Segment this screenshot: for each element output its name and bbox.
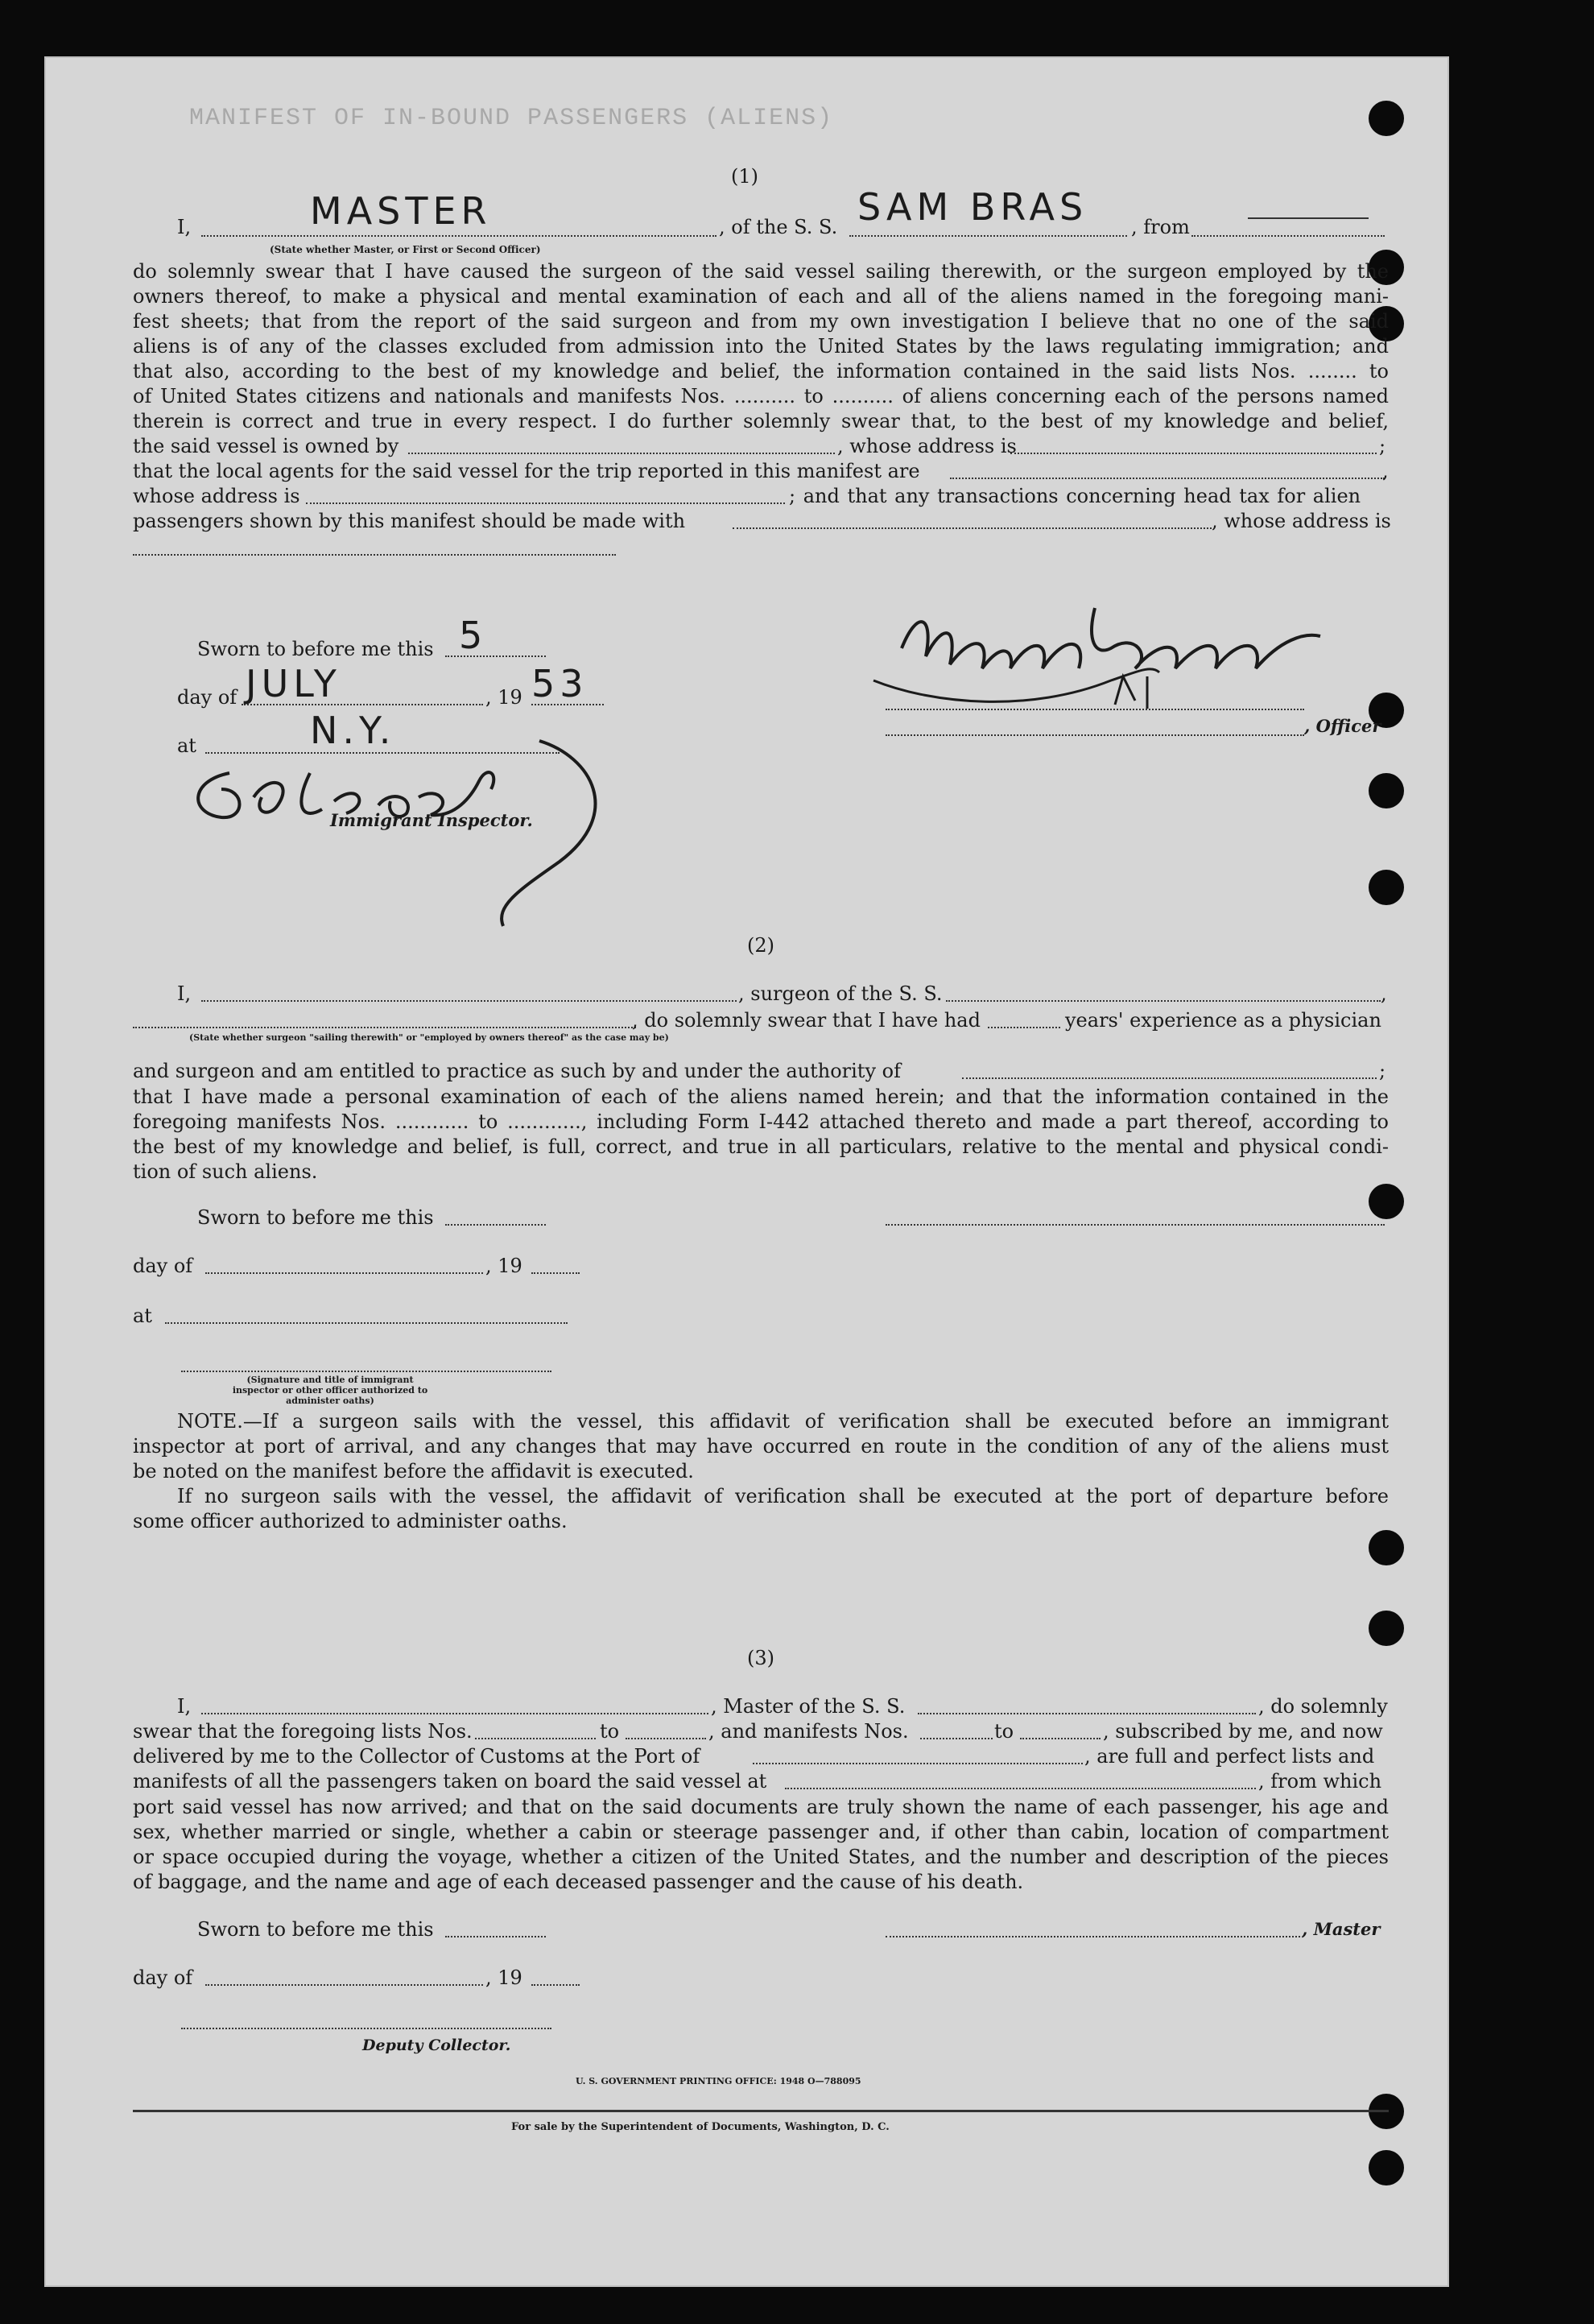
s3-line-2: sex, whether married or single, whether a cabin or steerage passenger and, if other than cabin, location of compartment xyxy=(133,1821,1389,1843)
local-agents-line xyxy=(950,478,1385,479)
officer-line xyxy=(886,734,1304,736)
years-line xyxy=(988,1027,1060,1028)
note-line-5: some officer authorized to administer oaths. xyxy=(133,1510,568,1532)
subscribed-label: , subscribed by me, and now xyxy=(1103,1720,1383,1743)
semicolon: ; xyxy=(1379,435,1386,457)
master-of-label: , Master of the S. S. xyxy=(711,1695,906,1718)
s2-line-1: that I have made a personal examination of each of the aliens named herein; and that the information contained in the xyxy=(133,1085,1389,1108)
years-label: years' experience as a physician xyxy=(1065,1009,1381,1032)
s2-i-label: I, xyxy=(177,982,192,1005)
master-caption: (State whether Master, or First or Second Officer) xyxy=(270,244,541,255)
note-text-1: —If a surgeon sails with the vessel, this affidavit of verification shall be executed before an immigrant xyxy=(242,1410,1389,1433)
s2-at-line xyxy=(165,1322,568,1324)
s3-name-line xyxy=(201,1713,708,1714)
address-line-2 xyxy=(306,502,785,504)
manifests-all-label: manifests of all the passengers taken on board the said vessel at xyxy=(133,1770,767,1793)
swear-had-label: , do solemnly swear that I have had xyxy=(632,1009,981,1032)
do-solemnly-label: , do solemnly xyxy=(1258,1695,1388,1718)
section2-number: (2) xyxy=(747,934,774,957)
s1-line-7: therein is correct and true in every respect. I do further solemnly swear that, to the best of my knowledge and belief, xyxy=(133,410,1389,432)
from-field-line xyxy=(1191,235,1385,237)
surgeon-ship-line xyxy=(946,1000,1381,1002)
s2-sig-caption: (Signature and title of immigrant inspector or other officer authorized to administer oaths) xyxy=(232,1375,428,1406)
whose-address-label-2: whose address is xyxy=(133,485,300,507)
owned-by-line xyxy=(408,453,835,454)
s1-line-3: fest sheets; that from the report of the said surgeon and from my own investigation I believe that no one of the said xyxy=(133,310,1389,333)
s1-line-1: do solemnly swear that I have caused the surgeon of the said vessel sailing therewith, or the surgeon employed by the xyxy=(133,260,1389,283)
s3-year-prefix: , 19 xyxy=(485,1966,522,1989)
owned-by-label: the said vessel is owned by xyxy=(133,435,399,457)
ship-field-line xyxy=(849,235,1127,237)
whose-address-label: , whose address is xyxy=(837,435,1017,457)
deputy-sig-line xyxy=(181,2028,551,2029)
note-line-3: be noted on the manifest before the affidavit is executed. xyxy=(133,1460,694,1482)
of-ss-label: , of the S. S. xyxy=(719,216,838,238)
officer-sig-line xyxy=(886,709,1304,710)
note-line-2: inspector at port of arrival, and any changes that may have occurred en route in the condition of any of the aliens must xyxy=(133,1435,1389,1458)
s2-officer-sig-line xyxy=(181,1371,551,1372)
and-manifests-label: , and manifests Nos. xyxy=(708,1720,909,1743)
s1-line-6: of United States citizens and nationals and manifests Nos. .......... to .......... of aliens concerning each of the persons named xyxy=(133,385,1389,407)
s2-caption: (State whether surgeon "sailing therewith" or "employed by owners thereof" as the case may be) xyxy=(189,1032,669,1043)
affidavit-sheet xyxy=(44,56,1449,2287)
sworn-day-handwritten: 5 xyxy=(459,614,488,657)
authority-line xyxy=(962,1077,1377,1079)
s3-day-of-label: day of xyxy=(133,1966,193,1989)
s3-sworn-line xyxy=(445,1936,546,1937)
from-label: , from xyxy=(1131,216,1190,238)
from-dash xyxy=(1248,217,1369,219)
s1-line-2: owners thereof, to make a physical and mental examination of each and all of the aliens named in the foregoing mani- xyxy=(133,285,1389,308)
s3-line-3: or space occupied during the voyage, whether a citizen of the United States, and the number and description of the pieces xyxy=(133,1846,1389,1868)
full-perfect-label: , are full and perfect lists and xyxy=(1084,1745,1375,1768)
s1-at-label: at xyxy=(177,734,196,757)
passengers-label: passengers shown by this manifest should be made with xyxy=(133,510,686,532)
note-line-4: If no surgeon sails with the vessel, the affidavit of verification shall be executed at the port of departure before xyxy=(177,1485,1389,1507)
from-which-label: , from which xyxy=(1258,1770,1382,1793)
s3-last-line: of baggage, and the name and age of each deceased passenger and the cause of his death. xyxy=(133,1871,1024,1893)
s2-line-2: foregoing manifests Nos. ............ to ............, including Form I-442 attached thereto and made a part thereof, according to xyxy=(133,1110,1389,1133)
faded-header: MANIFEST OF IN-BOUND PASSENGERS (ALIENS) xyxy=(189,105,834,132)
master-caption-3: , Master xyxy=(1302,1919,1381,1939)
s1-line-5: that also, according to the best of my knowledge and belief, the information contained in the said lists Nos. ........ to xyxy=(133,360,1389,383)
s2-line-3: the best of my knowledge and belief, is full, correct, and true in all particulars, relative to the mental and physical condi- xyxy=(133,1135,1389,1158)
s2-sworn-line xyxy=(445,1224,546,1226)
note-line-1 xyxy=(177,1409,1389,1434)
manifests-to-line xyxy=(1020,1738,1101,1739)
surgeon-of-label: , surgeon of the S. S. xyxy=(738,982,943,1005)
to-label-2: to xyxy=(994,1720,1014,1743)
s1-day-of-label: day of xyxy=(177,686,237,709)
s2-day-of-label: day of xyxy=(133,1255,193,1277)
s2-month-line xyxy=(205,1272,483,1274)
semicolon: ; xyxy=(1379,1060,1386,1082)
s2-name-line xyxy=(201,1000,737,1002)
s1-year-prefix: , 19 xyxy=(485,686,522,709)
delivered-label: delivered by me to the Collector of Customs at the Port of xyxy=(133,1745,700,1768)
comma: , xyxy=(1381,982,1387,1005)
address-line-1 xyxy=(1010,453,1377,454)
s3-line-1: port said vessel has now arrived; and that on the said documents are truly shown the name of each passenger, his age and xyxy=(133,1796,1389,1818)
master-sig-line xyxy=(886,1936,1300,1937)
footer-rule xyxy=(133,2110,1389,2112)
section1-number: (1) xyxy=(731,165,758,188)
comma: , xyxy=(1382,460,1389,482)
s2-at-label: at xyxy=(133,1305,152,1327)
officer-signature xyxy=(869,592,1369,721)
s1-sworn-label: Sworn to before me this xyxy=(197,638,434,660)
s2-sworn-label: Sworn to before me this xyxy=(197,1206,434,1229)
s2-year-prefix: , 19 xyxy=(485,1255,522,1277)
month-handwritten: JULY xyxy=(246,662,341,705)
note-label: NOTE. xyxy=(177,1410,243,1433)
place-handwritten: N.Y. xyxy=(310,709,396,752)
officer-caption: , Officer xyxy=(1304,716,1381,736)
s3-ship-line xyxy=(918,1713,1256,1714)
s3-month-line xyxy=(205,1984,483,1986)
address-line-3 xyxy=(133,554,616,556)
year-handwritten: 53 xyxy=(531,662,588,705)
section3-number: (3) xyxy=(747,1647,774,1669)
head-tax-label: ; and that any transactions concerning head tax for alien xyxy=(789,485,1361,507)
gpo-imprint: U. S. GOVERNMENT PRINTING OFFICE: 1948 O—788095 xyxy=(576,2076,861,2086)
sale-imprint: For sale by the Superintendent of Documents, Washington, D. C. xyxy=(511,2121,890,2133)
ship-handwritten: SAM BRAS xyxy=(857,185,1088,229)
s1-line-4: aliens is of any of the classes excluded from admission into the United States by the laws regulating immigration; and xyxy=(133,335,1389,358)
s3-i-label: I, xyxy=(177,1695,192,1718)
whose-address-label-3: , whose address is xyxy=(1212,510,1391,532)
local-agents-label: that the local agents for the said vessel for the trip reported in this manifest are xyxy=(133,460,920,482)
authority-label: and surgeon and am entitled to practice as such by and under the authority of xyxy=(133,1060,901,1082)
manifests-from-line xyxy=(920,1738,993,1739)
swear-lists-label: swear that the foregoing lists Nos. xyxy=(133,1720,473,1743)
deputy-caption: Deputy Collector. xyxy=(362,2037,511,2054)
s2-year-line xyxy=(531,1272,580,1274)
lists-from-line xyxy=(475,1738,596,1739)
port-line xyxy=(753,1763,1083,1764)
lists-to-line xyxy=(626,1738,706,1739)
to-label-1: to xyxy=(600,1720,620,1743)
inspector-caption: Immigrant Inspector. xyxy=(330,810,533,830)
document-page xyxy=(44,56,1449,2287)
s3-year-line xyxy=(531,1984,580,1986)
master-handwritten: MASTER xyxy=(310,189,492,233)
section1-i-label: I, xyxy=(177,216,192,238)
s2-last-line: tion of such aliens. xyxy=(133,1160,318,1183)
master-field-line xyxy=(201,235,716,237)
surgeon-type-line xyxy=(133,1027,636,1028)
passengers-line xyxy=(733,527,1212,529)
boarded-at-line xyxy=(785,1788,1256,1789)
s2-sig-line xyxy=(886,1224,1385,1226)
s3-sworn-label: Sworn to before me this xyxy=(197,1918,434,1941)
